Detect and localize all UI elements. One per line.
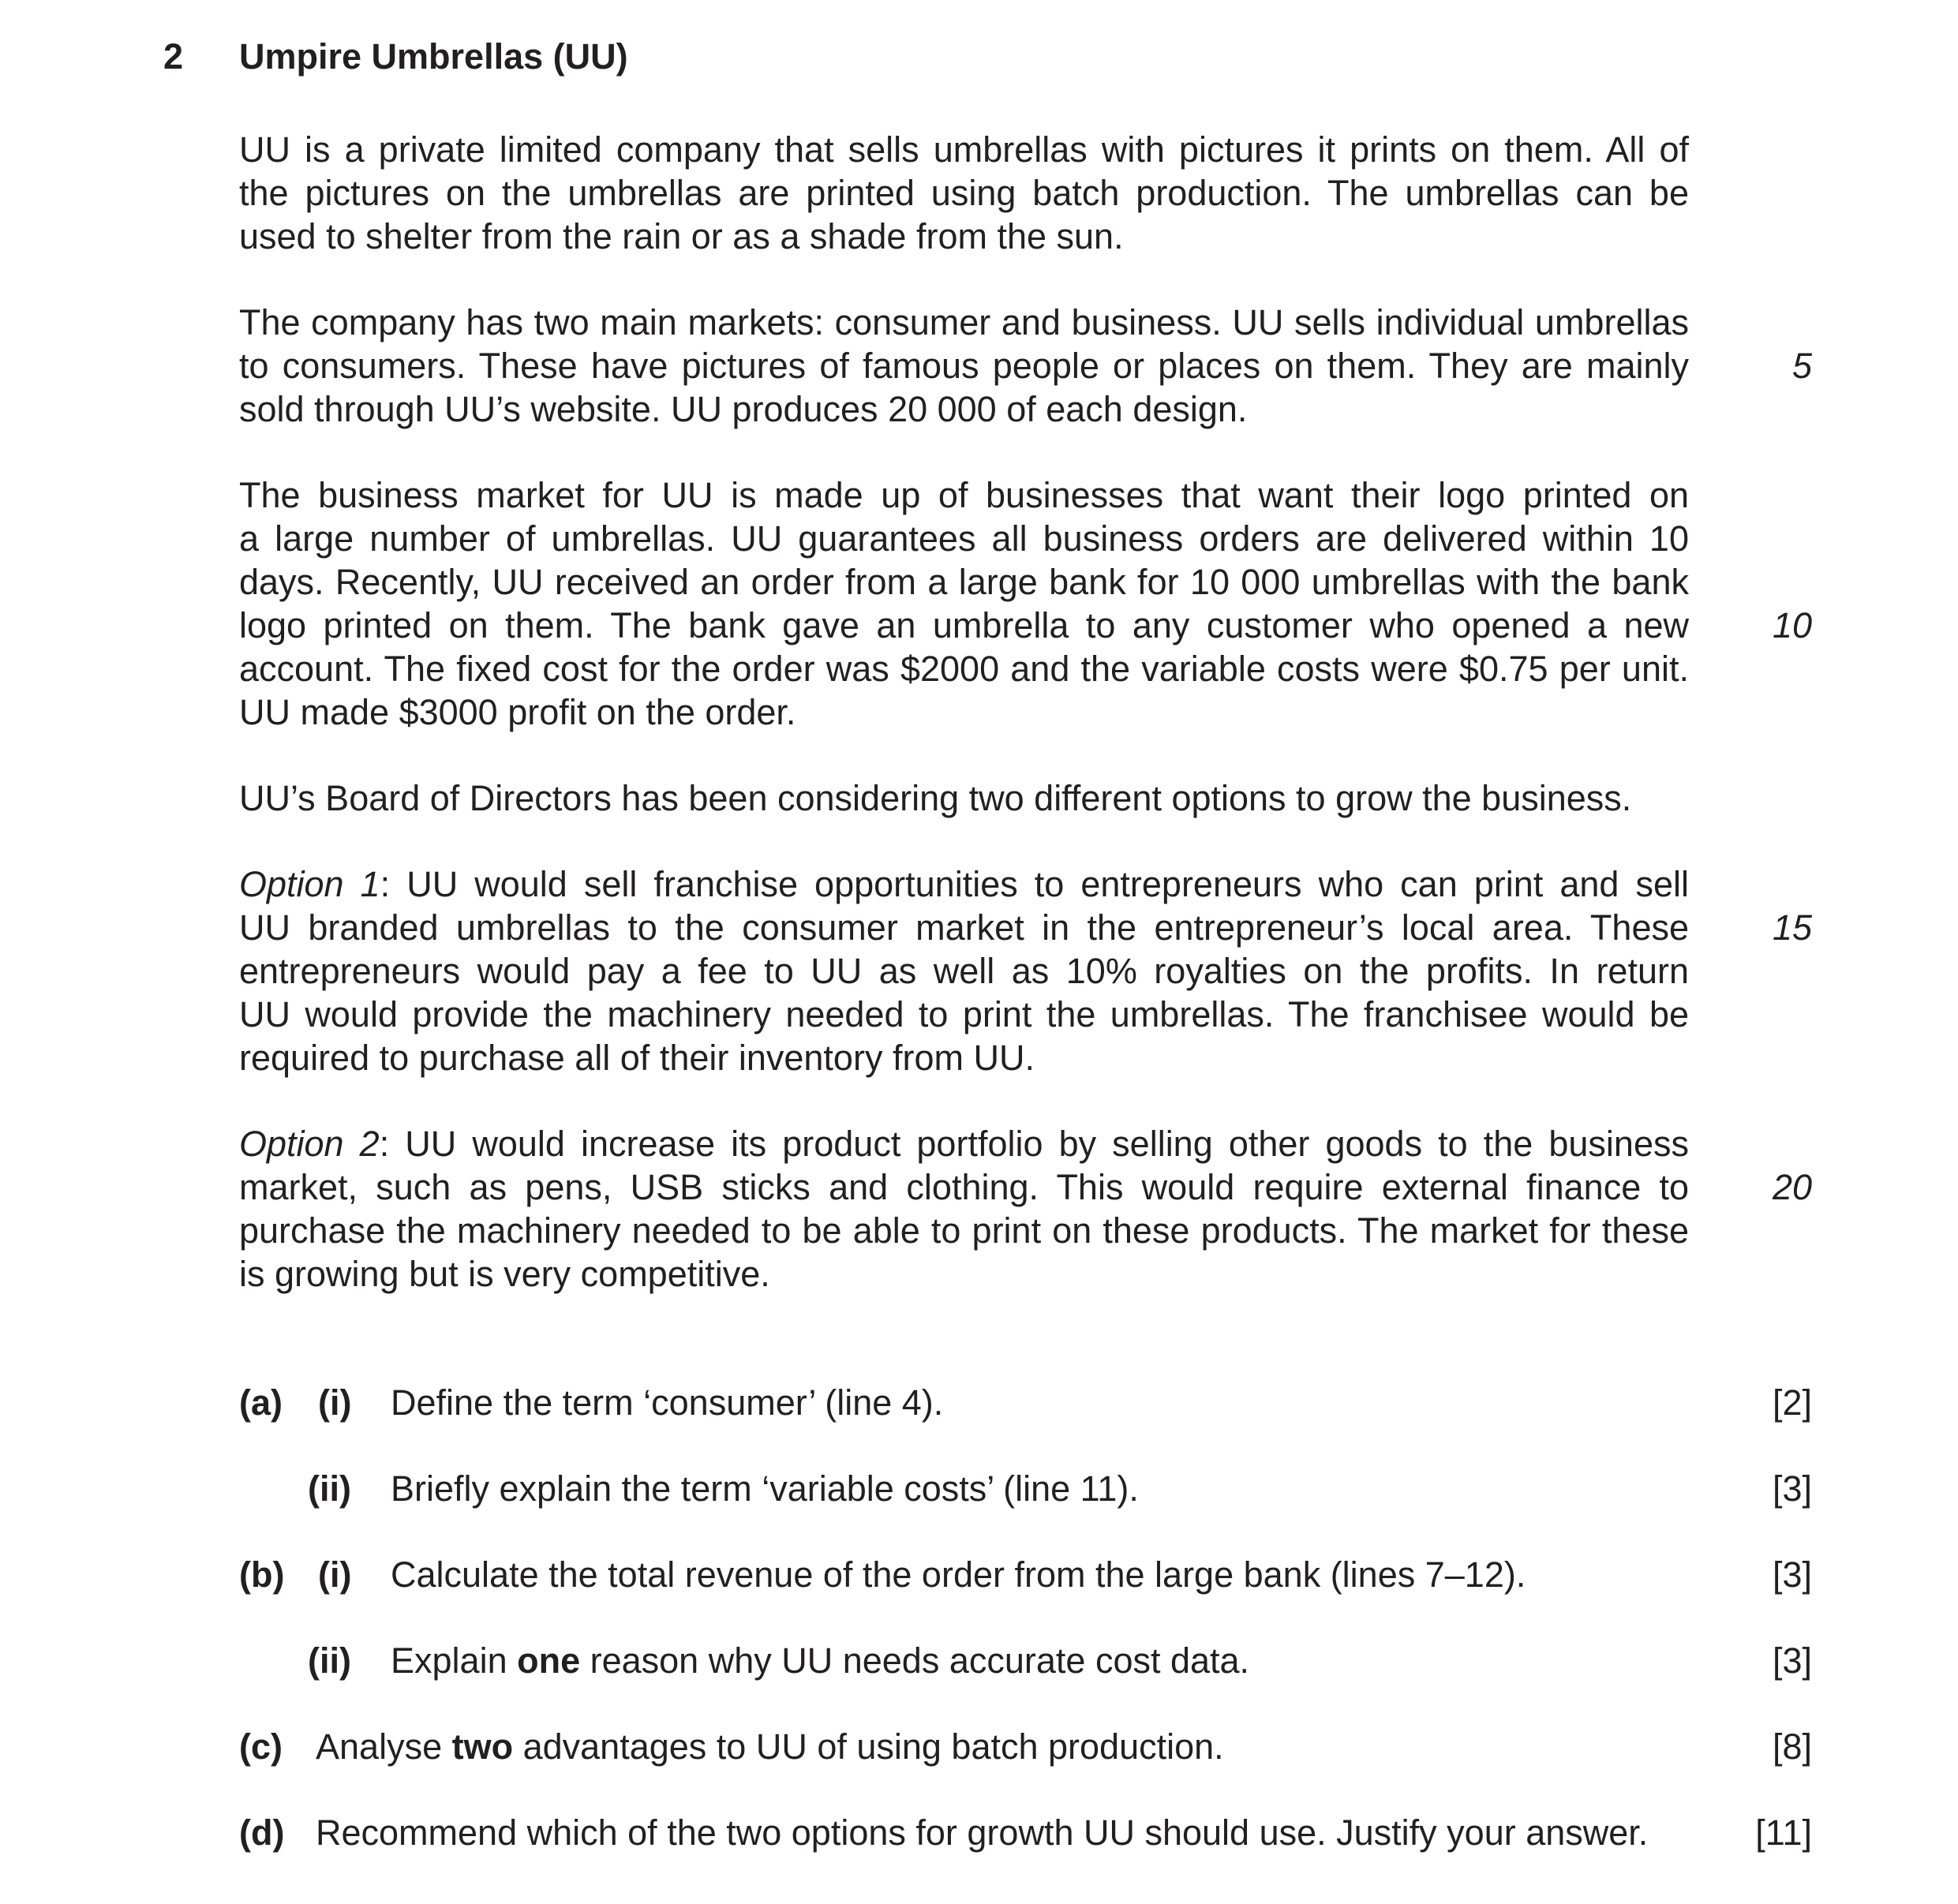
case-line-17: UU would provide the machinery needed to print the umbrellas. The franchisee would be xyxy=(239,994,1689,1034)
case-line-15: UU branded umbrellas to the consumer market in the entrepreneur’s local area. These xyxy=(239,907,1689,948)
case-line-7: The business market for UU is made up of businesses that want their logo printed on xyxy=(239,475,1689,515)
line-number-5: 5 xyxy=(1791,346,1812,386)
part-c-label: (c) xyxy=(239,1726,283,1767)
part-a-ii-label: (ii) xyxy=(308,1468,351,1509)
case-line-21: purchase the machinery needed to be able to print on these products. The market for these xyxy=(239,1210,1689,1251)
case-line-1: UU is a private limited company that sells umbrellas with pictures it prints on them. All of xyxy=(239,129,1689,170)
case-line-3: used to shelter from the rain or as a shade from the sun. xyxy=(239,216,1124,256)
case-line-4: The company has two main markets: consumer and business. UU sells individual umbrellas xyxy=(239,302,1689,342)
part-c-text xyxy=(316,1725,1224,1768)
part-a-i-marks: [2] xyxy=(1772,1382,1812,1423)
part-a-ii-marks: [3] xyxy=(1772,1468,1812,1509)
part-b-i-label: (i) xyxy=(318,1554,352,1595)
part-d-label: (d) xyxy=(239,1812,285,1853)
case-line-9: days. Recently, UU received an order from a large bank for 10 000 umbrellas with the bank xyxy=(239,562,1689,602)
part-b-i-text: Calculate the total revenue of the order from the large bank (lines 7–12). xyxy=(391,1554,1526,1595)
line-number-10: 10 xyxy=(1772,605,1812,645)
question-number: 2 xyxy=(163,36,184,77)
part-b-ii-marks: [3] xyxy=(1772,1640,1812,1681)
part-b-ii-emphasis: one xyxy=(517,1640,581,1681)
case-line-8: a large number of umbrellas. UU guarantees all business orders are delivered within 10 xyxy=(239,518,1689,559)
case-line-11: account. The fixed cost for the order was $2000 and the variable costs were $0.75 per unit. xyxy=(239,649,1689,689)
case-line-5: to consumers. These have pictures of famous people or places on them. They are mainly xyxy=(239,346,1689,386)
case-line-6: sold through UU’s website. UU produces 20 000 of each design. xyxy=(239,389,1248,429)
part-c-text-post: advantages to UU of using batch production. xyxy=(513,1726,1224,1767)
part-a-ii-text: Briefly explain the term ‘variable costs’ (line 11). xyxy=(391,1468,1139,1509)
option-2-label: Option 2 xyxy=(239,1124,380,1164)
part-b-ii-text-pre: Explain xyxy=(391,1640,518,1681)
case-line-20: market, such as pens, USB sticks and clothing. This would require external finance to xyxy=(239,1167,1689,1207)
case-line-14 xyxy=(239,862,1689,906)
part-b-ii-text xyxy=(391,1639,1249,1682)
part-c-marks: [8] xyxy=(1772,1726,1812,1767)
case-line-19 xyxy=(239,1122,1689,1165)
case-line-2: the pictures on the umbrellas are printed using batch production. The umbrellas can be xyxy=(239,173,1689,213)
part-b-ii-text-post: reason why UU needs accurate cost data. xyxy=(580,1640,1250,1681)
part-d-marks: [11] xyxy=(1755,1812,1812,1853)
part-a-i-label: (i) xyxy=(318,1382,352,1423)
line-number-15: 15 xyxy=(1772,907,1812,948)
part-b-i-marks: [3] xyxy=(1772,1554,1812,1595)
part-a-label: (a) xyxy=(239,1382,283,1423)
question-title: Umpire Umbrellas (UU) xyxy=(239,36,628,77)
part-a-i-text: Define the term ‘consumer’ (line 4). xyxy=(391,1382,944,1423)
case-line-16: entrepreneurs would pay a fee to UU as well as 10% royalties on the profits. In return xyxy=(239,951,1689,991)
line-number-20: 20 xyxy=(1772,1167,1812,1207)
part-c-emphasis: two xyxy=(451,1726,514,1767)
part-c-text-pre: Analyse xyxy=(316,1726,452,1767)
case-line-18: required to purchase all of their inventory from UU. xyxy=(239,1038,1035,1078)
part-d-text: Recommend which of the two options for growth UU should use. Justify your answer. xyxy=(316,1812,1649,1853)
case-line-22: is growing but is very competitive. xyxy=(239,1254,770,1294)
case-line-12: UU made $3000 profit on the order. xyxy=(239,692,796,732)
case-line-13: UU’s Board of Directors has been considering two different options to grow the business. xyxy=(239,778,1632,818)
part-b-ii-label: (ii) xyxy=(308,1640,351,1681)
option-2-text: : UU would increase its product portfolio by selling other goods to the business xyxy=(379,1124,1689,1164)
part-b-label: (b) xyxy=(239,1554,285,1595)
option-1-text: : UU would sell franchise opportunities to entrepreneurs who can print and sell xyxy=(380,864,1689,904)
option-1-label: Option 1 xyxy=(239,864,380,904)
case-line-10: logo printed on them. The bank gave an umbrella to any customer who opened a new xyxy=(239,605,1689,645)
